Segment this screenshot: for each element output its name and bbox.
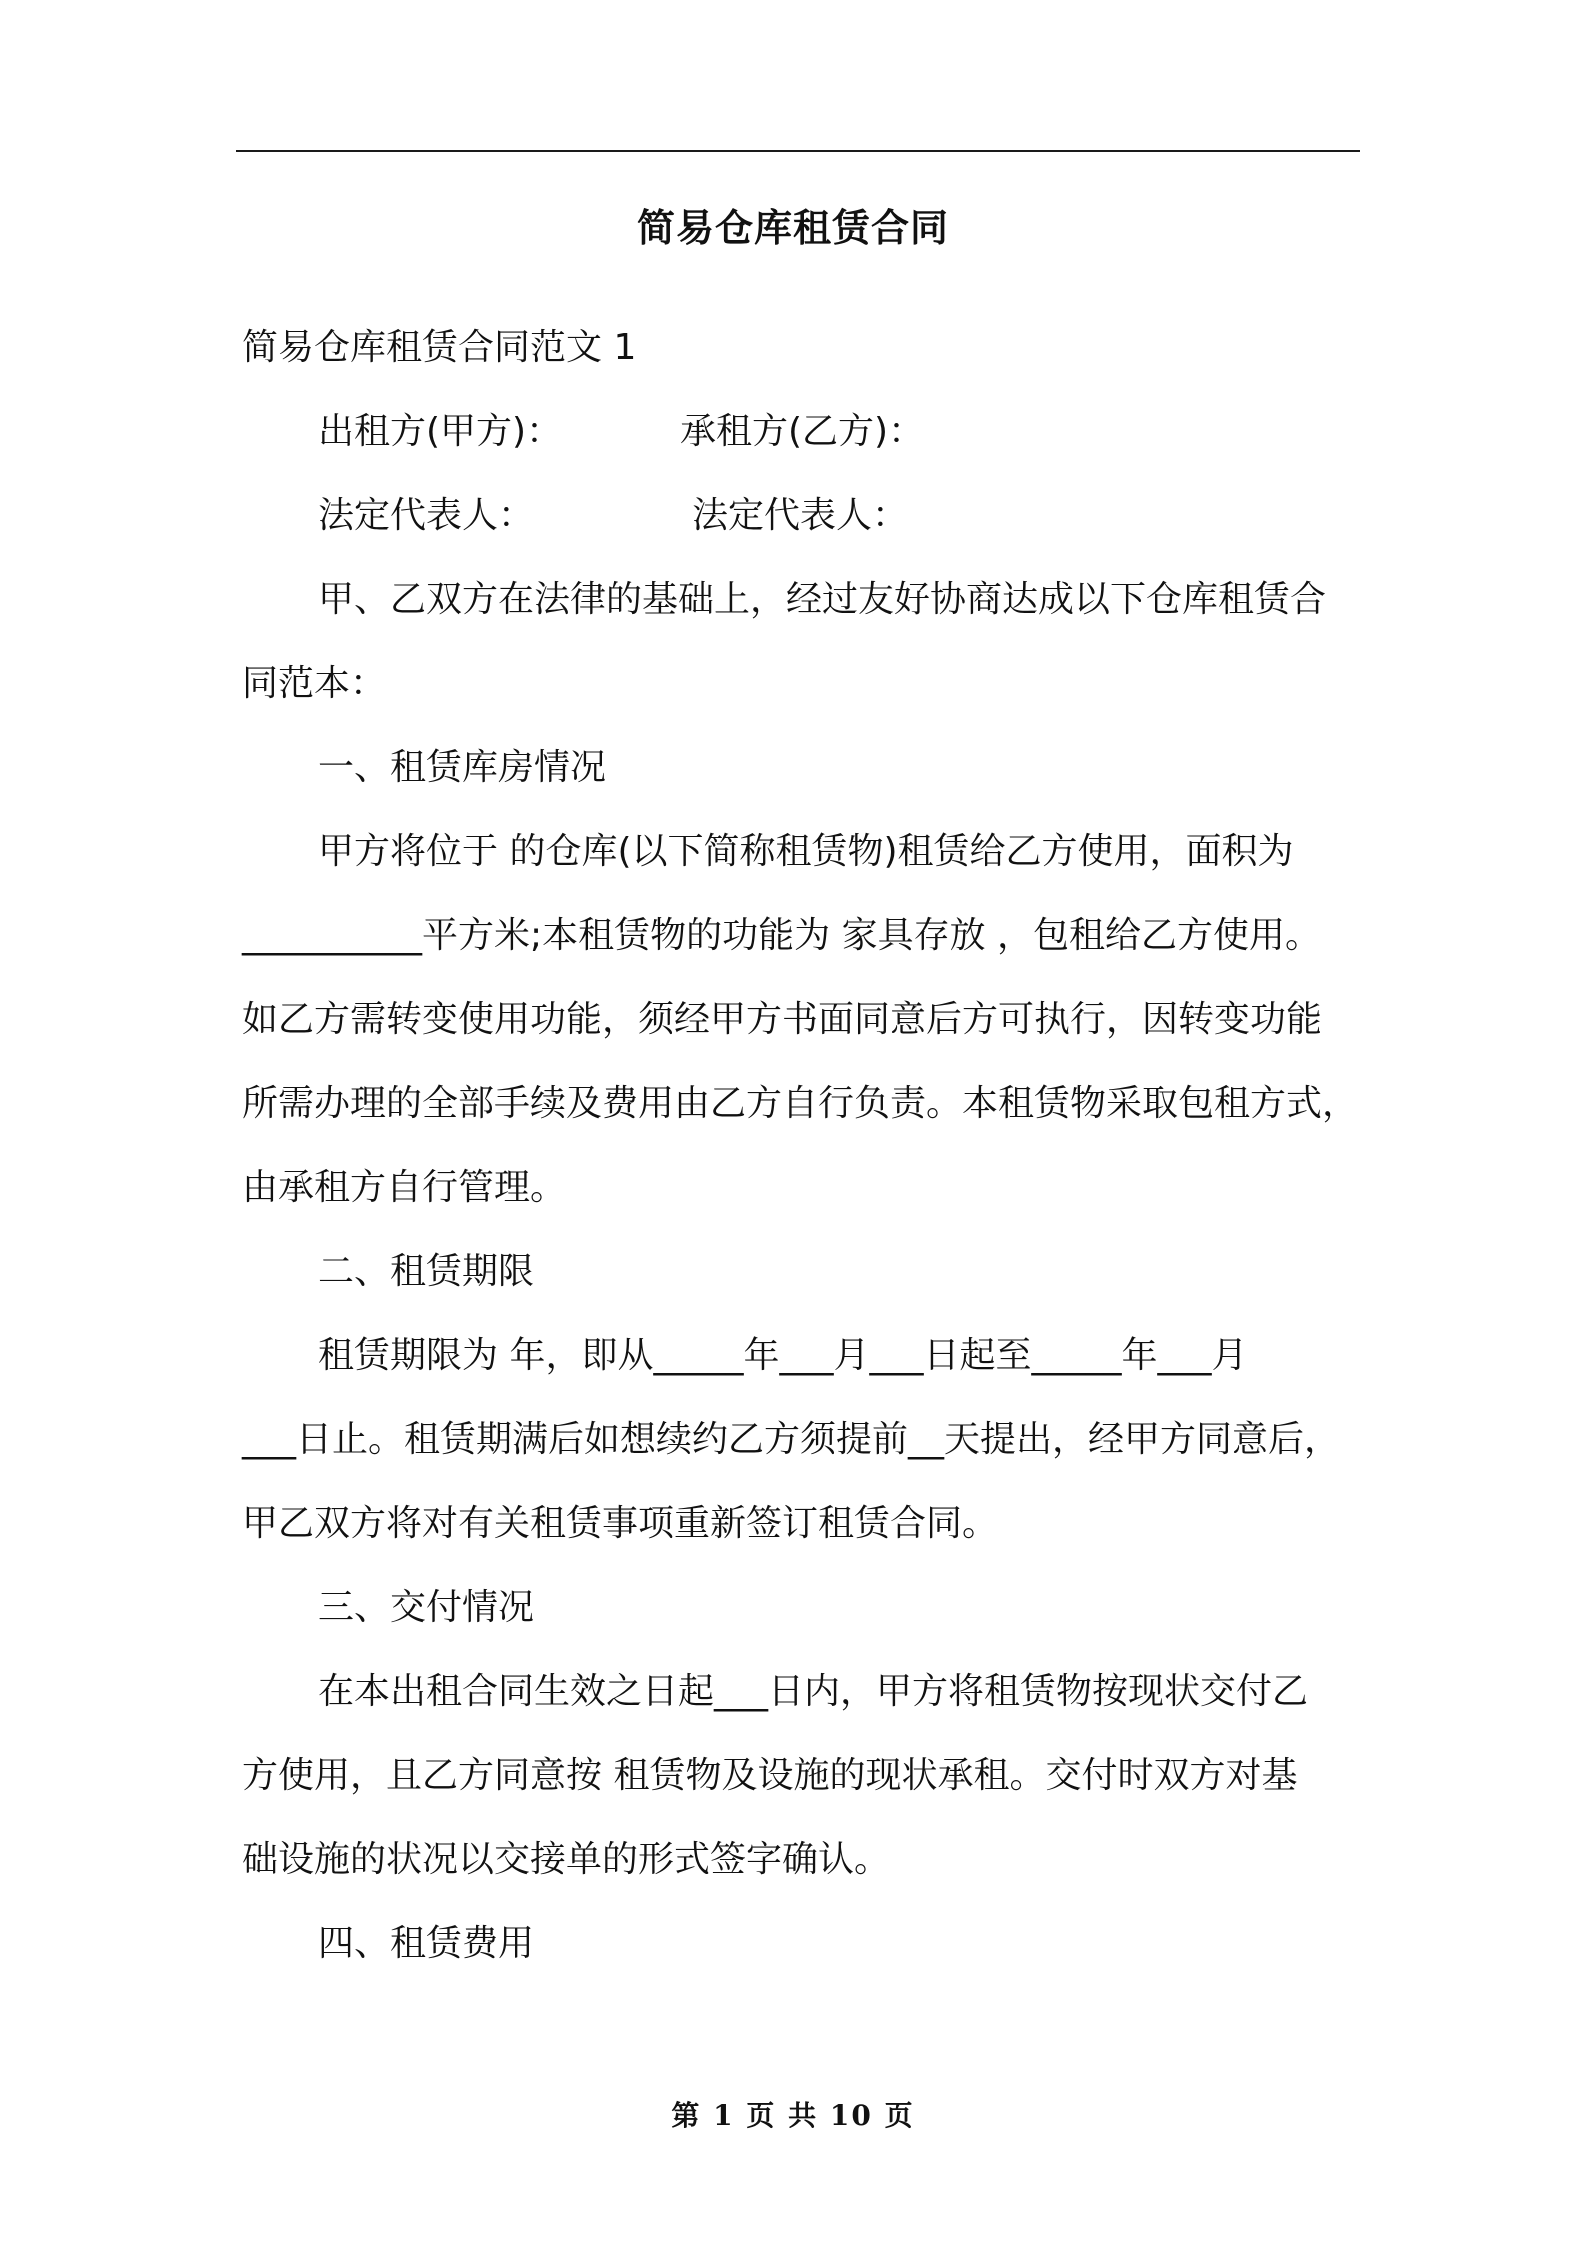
section-1-line-5: 由承租方自行管理。 <box>242 1167 567 1208</box>
intro-line-1: 甲、乙双方在法律的基础上，经过友好协商达成以下仓库租赁合 <box>318 579 1327 620</box>
lessee-label: 承租方(乙方)： <box>680 411 925 452</box>
section-3-line-3: 础设施的状况以交接单的形式签字确认。 <box>242 1839 891 1880</box>
section-2-heading: 二、租赁期限 <box>318 1251 535 1292</box>
section-1-line-2: __________平方米;本租赁物的功能为 家具存放 ，包租给乙方使用。 <box>242 915 1322 956</box>
page-number-footer: 第 1 页 共 10 页 <box>671 2099 915 2132</box>
section-1-line-3: 如乙方需转变使用功能，须经甲方书面同意后方可执行，因转变功能 <box>242 999 1323 1040</box>
section-4-heading: 四、租赁费用 <box>318 1923 535 1964</box>
lessor-rep-label: 法定代表人： <box>318 495 535 536</box>
section-1-line-1: 甲方将位于 的仓库(以下简称租赁物)租赁给乙方使用，面积为 <box>318 831 1294 872</box>
party-row-2 <box>318 488 1382 544</box>
section-3-line-2: 方使用，且乙方同意按 租赁物及设施的现状承租。交付时双方对基 <box>242 1755 1298 1796</box>
section-3-line-1: 在本出租合同生效之日起___日内，甲方将租赁物按现状交付乙 <box>318 1671 1309 1712</box>
document-title: 简易仓库租赁合同 <box>636 206 949 250</box>
header-rule <box>236 150 1360 152</box>
section-1-line-4: 所需办理的全部手续及费用由乙方自行负责。本租赁物采取包租方式， <box>242 1083 1359 1124</box>
party-row-1 <box>318 404 1382 460</box>
section-2-line-3: 甲乙双方将对有关租赁事项重新签订租赁合同。 <box>242 1503 999 1544</box>
section-2-line-2: ___日止。租赁期满后如想续约乙方须提前__天提出，经甲方同意后， <box>242 1419 1341 1460</box>
section-3-heading: 三、交付情况 <box>318 1587 535 1628</box>
document-subtitle: 简易仓库租赁合同范文 1 <box>242 327 637 368</box>
section-1-heading: 一、租赁库房情况 <box>318 747 607 788</box>
section-2-line-1: 租赁期限为 年，即从_____年___月___日起至_____年___月 <box>318 1335 1248 1376</box>
lessee-rep-label: 法定代表人： <box>692 495 909 536</box>
intro-line-2: 同范本： <box>242 663 387 704</box>
lessor-label: 出租方(甲方)： <box>318 411 563 452</box>
